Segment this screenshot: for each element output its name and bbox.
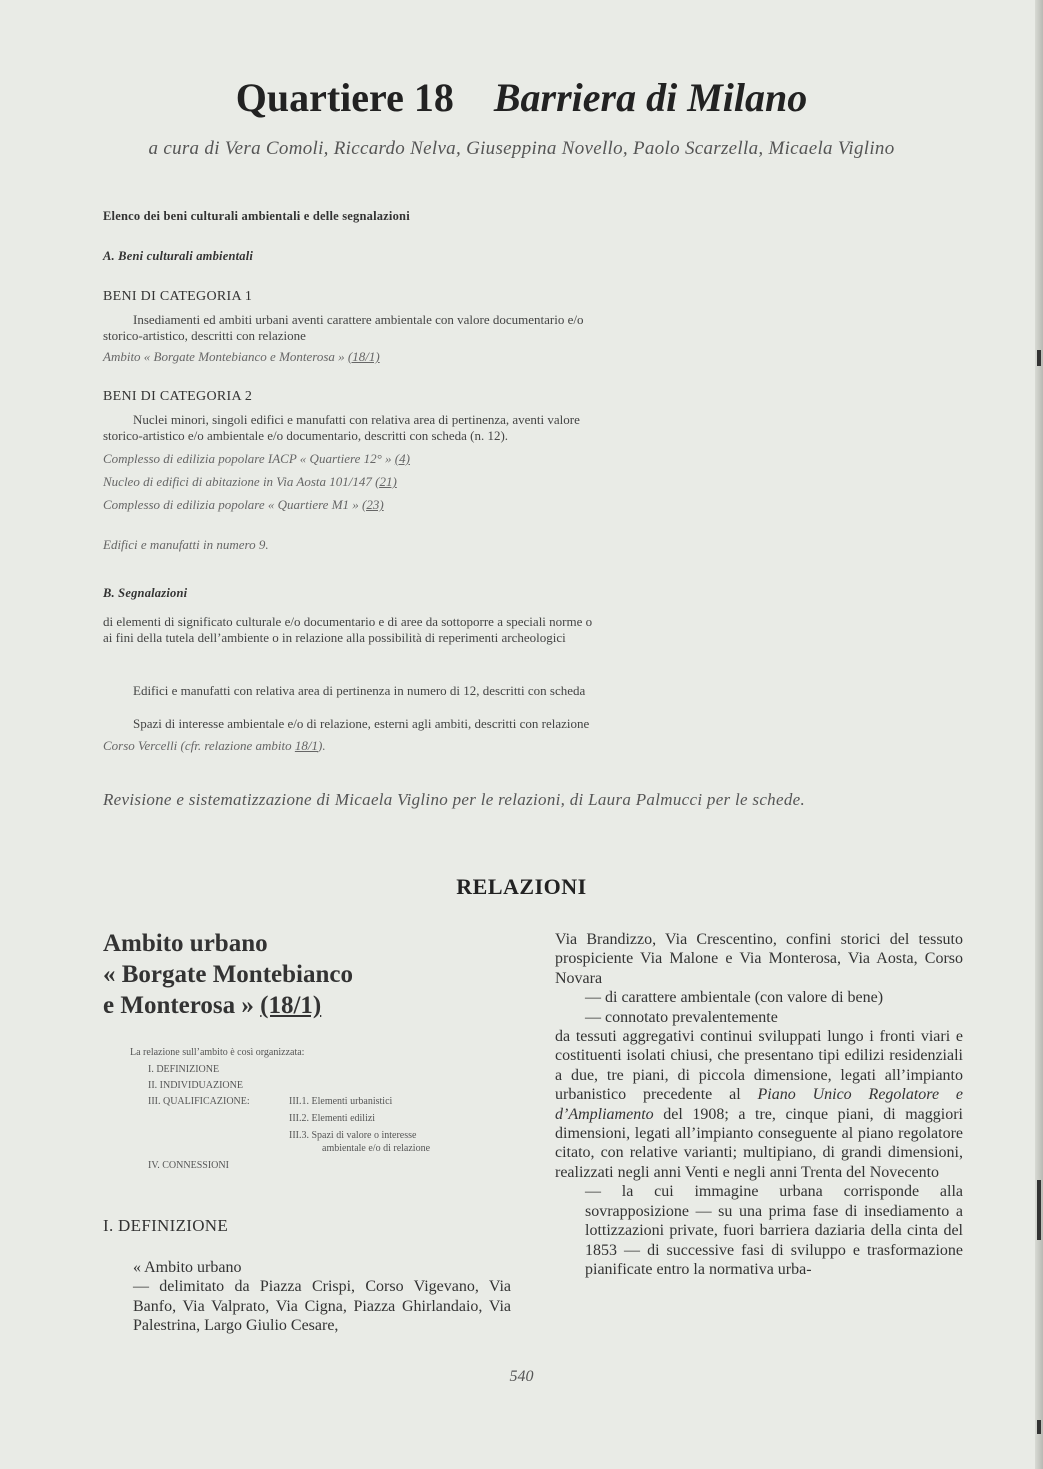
cat2-desc-line2: storico-artistico e/o ambientale e/o documentario, descritti con scheda (n. 12). [103,428,509,443]
seg-corso [103,738,326,754]
cat2-item-ref: (21) [375,474,397,489]
cat1-item-ref: (18/1) [347,349,380,364]
cat1-desc-line2: storico-artistico, descritti con relazione [103,328,306,343]
org-subitem: III.3. Spazi di valore o interesse [289,1130,417,1141]
right-paragraph: — di carattere ambientale (con valore di bene) [585,989,884,1007]
cat2-title: BENI DI CATEGORIA 2 [103,389,253,404]
seg-corso-ref: 18/1 [294,738,318,753]
cat1-item [103,349,380,365]
left-paragraph: « Ambito urbano [133,1259,242,1276]
revision-note: Revisione e sistematizzazione di Micaela Viglino per le relazioni, di Laura Palmucci per le schede. [103,790,806,809]
ambito-title-line1: Ambito urbano [103,930,268,957]
cat2-item [103,474,397,490]
cat2-item-ref: (4) [394,451,410,466]
seg-corso-text: Corso Vercelli (cfr. relazione ambito [103,738,295,753]
right-column [555,930,963,1279]
right-paragraph-text: del 1908; a tre, cinque piani, di maggiori dimensioni, legati all’impianto conseguente al piano regolatore citato, con relative varianti; multipiano, di grandi dimensioni, realizzati negli anni Venti e negli anni Trenta del Novecento [555,1105,963,1181]
cat2-item [103,497,384,513]
cat2-desc-line1: Nuclei minori, singoli edifici e manufatti con relativa area di pertinenza, aventi valore [133,412,580,427]
right-paragraph-text: da tessuti aggregativi continui sviluppati lungo i fronti viari e costituenti isolati chiusi, che presentano tipi edilizi residenziali a due, tre piani, di piccola dimensione, legati all’impianto urbanistico precedente al [555,1028,963,1104]
seg-desc-line1: di elementi di significato culturale e/o documentario e di aree da sottoporre a speciali norme o [103,614,593,629]
edge-mark [1037,1180,1041,1240]
seg-desc-line2: ai fini della tutela dell’ambiente o in relazione alla possibilità di reperimenti archeologici [103,630,566,645]
page-edge [1035,0,1043,1469]
ambito-title [103,928,353,1021]
org-subitem: III.2. Elementi edilizi [289,1113,376,1124]
right-paragraph: Via Brandizzo, Via Crescentino, confini storici del tessuto prospiciente Via Malone e Via Monterosa, Via Aosta, Corso Novara [555,931,963,987]
cat1-desc-line1: Insediamenti ed ambiti urbani aventi carattere ambientale con valore documentario e/o [133,312,584,327]
definizione-heading: I. DEFINIZIONE [103,1216,229,1235]
cat2-item-ref: (23) [362,497,384,512]
cat2-item-label: Nucleo di edifici di abitazione in Via Aosta 101/147 [103,474,372,489]
ambito-title-line3-text: e Monterosa » [103,992,261,1019]
relazioni-heading: RELAZIONI [456,874,587,899]
section-b-heading: B. Segnalazioni [103,586,188,600]
org-intro: La relazione sull’ambito è così organizzata: [130,1047,305,1058]
cat1-item-label: Ambito « Borgate Montebianco e Monterosa » [103,349,345,364]
seg-corso-end: ). [317,738,326,753]
cat2-note: Edifici e manufatti in numero 9. [103,537,269,552]
left-paragraph: — delimitato da Piazza Crispi, Corso Vigevano, Via Banfo, Via Valprato, Via Cigna, Piazza Ghirlandaio, Via Palestrina, Largo Giulio Cesare, [133,1278,511,1335]
piano-regolatore-title: Piano Unico Regolatore e d’Ampliamento [555,1086,963,1123]
elenco-heading: Elenco dei beni culturali ambientali e delle segnalazioni [103,209,410,223]
org-item: I. DEFINIZIONE [148,1064,220,1075]
title-quartiere: Quartiere 18 [235,75,454,120]
org-subitem: ambientale e/o di relazione [322,1143,431,1154]
left-column [103,1258,511,1336]
page-title [0,74,1043,121]
section-a-heading: A. Beni culturali ambientali [103,249,254,263]
cat2-item-label: Complesso di edilizia popolare « Quartiere M1 » [103,497,359,512]
title-barriera: Barriera di Milano [493,75,808,120]
authors-line: a cura di Vera Comoli, Riccardo Nelva, Giuseppina Novello, Paolo Scarzella, Micaela Viglino [148,138,895,159]
org-item: IV. CONNESSIONI [148,1160,229,1171]
org-item: II. INDIVIDUAZIONE [148,1080,243,1091]
edge-mark [1037,350,1041,366]
ambito-title-ref: (18/1) [260,992,322,1019]
org-subitem: III.1. Elementi urbanistici [289,1096,393,1107]
right-paragraph: — connotato prevalentemente [585,1008,778,1026]
right-paragraph [555,1027,963,1182]
seg-edifici: Edifici e manufatti con relativa area di pertinenza in numero di 12, descritti con scheda [133,683,586,698]
cat2-item [103,451,410,467]
ambito-title-line2: « Borgate Montebianco [103,961,353,988]
page-number: 540 [509,1368,534,1385]
cat1-title: BENI DI CATEGORIA 1 [103,289,253,304]
ambito-title-line3 [103,990,353,1021]
seg-spazi: Spazi di interesse ambientale e/o di relazione, esterni agli ambiti, descritti con relazione [133,716,590,731]
cat2-item-label: Complesso di edilizia popolare IACP « Quartiere 12° » [103,451,392,466]
org-item: III. QUALIFICAZIONE: [148,1096,250,1107]
right-paragraph: — la cui immagine urbana corrisponde alla sovrapposizione — su una prima fase di insediamento a lottizzazioni private, fuori barriera daziaria della cinta del 1853 — di successive fasi di sviluppo e trasformazione pianificate entro la normativa urba- [585,1183,963,1278]
edge-mark [1037,1420,1041,1434]
